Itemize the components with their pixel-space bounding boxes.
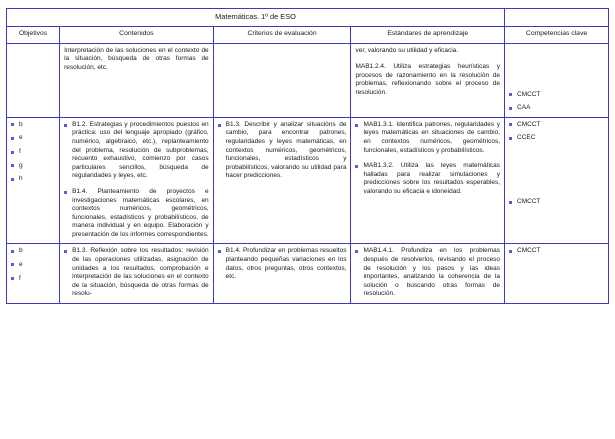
cell-competencias <box>505 117 609 244</box>
competencia-item: CCEC <box>509 134 604 143</box>
header-estandares: Estándares de aprendizaje <box>351 26 505 43</box>
contenido-item: B1.2. Estrategias y procedimientos puestos en práctica: uso del lenguaje apropiado (gráfico, numérico, algebraico, etc.), replanteamiento del problema, resolución de subproblemas, recuento exhaustivo, comienzo por casos particulares sencillos, búsqueda de regularidades y leyes, etc. <box>64 121 209 181</box>
contenido-item: B1.3. Reflexión sobre los resultados: revisión de las operaciones utilizadas, asignación de unidades a los resultados, comprobación e interpretación de las soluciones en el contexto de la situación, búsqueda de otras formas de resolu- <box>64 247 209 298</box>
document-title: Matemáticas. 1º de ESO <box>7 9 505 27</box>
estandares-list <box>355 121 500 197</box>
cell-criterios <box>213 244 351 303</box>
objetivo-item: f <box>11 275 55 284</box>
header-objetivos: Objetivos <box>7 26 60 43</box>
objetivo-item: g <box>11 162 55 171</box>
cell-competencias <box>505 43 609 117</box>
table-row <box>7 244 609 303</box>
objetivo-item: e <box>11 134 55 143</box>
cell-estandares <box>351 117 505 244</box>
criterio-item: B1.3. Describir y analizar situacións de cambio, para encontrar patrones, regularidades y leyes matemáticas, en contextos numéricos, geométricos, funcionales, estadísticos y probabilísticos, valorando su utilidad para hacer predicciones. <box>218 121 347 181</box>
objetivo-item: f <box>11 148 55 157</box>
competencia-item: CMCCT <box>509 91 604 100</box>
cell-estandares <box>351 43 505 117</box>
estandar-item: MAB1.3.1. Identifica patrones, regularidades y leyes matemáticas en situaciones de cambio, en contextos numéricos, geométricos, funcionales, estadísticos y probabilísticos. <box>355 121 500 155</box>
estandar-item: MAB1.3.2. Utiliza las leyes matemáticas halladas para realizar simulaciones y predicciones sobre los resultados esperables, valorando su eficacia e idoneidad. <box>355 162 500 196</box>
competencia-item: CMCCT <box>509 198 604 207</box>
contenido-item: B1.4. Planteamiento de proyectos e investigaciones matemáticas escolares, en contextos numéricos, geométricos, funcionales, estadísticos y probabilísticos, de manera individual y en equipo. Elaboración y presentación de los informes correspondientes. <box>64 188 209 239</box>
cell-competencias <box>505 244 609 303</box>
header-competencias: Competencias clave <box>505 26 609 43</box>
estandar-item: MAB1.4.1. Profundiza en los problemas después de resolverlos, revisando el proceso de resolución y los pasos y las ideas importantes, analizando la coherencia de la solución o buscando otras formas de resolución. <box>355 247 500 298</box>
contenidos-list <box>64 121 209 240</box>
cell-criterios <box>213 43 351 117</box>
contenidos-list <box>64 247 209 298</box>
cell-estandares <box>351 244 505 303</box>
objetivo-item: b <box>11 121 55 130</box>
criterio-item: B1.4. Profundizar en problemas resueltos planteando pequeñas variaciones en los datos, otros preguntas, otros contextos, etc. <box>218 247 347 281</box>
objetivo-item: e <box>11 261 55 270</box>
cell-contenidos <box>60 117 214 244</box>
competencia-item: CMCCT <box>509 121 604 130</box>
table-row <box>7 43 609 117</box>
header-contenidos: Contenidos <box>60 26 214 43</box>
competencia-item: CAA <box>509 104 604 113</box>
cell-objetivos <box>7 244 60 303</box>
cell-contenidos <box>60 244 214 303</box>
estandar-text: ver, valorando su utilidad y eficacia. <box>355 46 459 54</box>
cell-objetivos <box>7 117 60 244</box>
table-title-row <box>7 9 609 27</box>
cell-objetivos <box>7 43 60 117</box>
criterios-list <box>218 247 347 281</box>
table-header-row <box>7 26 609 43</box>
objetivo-item: b <box>11 247 55 256</box>
contenido-text: Interpretación de las soluciones en el contexto de la situación, búsqueda de otras formas de resolución, etc. <box>64 46 209 71</box>
header-criterios: Criterios de evaluación <box>213 26 351 43</box>
competencia-item: CMCCT <box>509 247 604 256</box>
cell-criterios <box>213 117 351 244</box>
curriculum-table <box>6 8 609 304</box>
title-row-empty-cell <box>505 9 609 27</box>
estandares-list <box>355 247 500 298</box>
cell-contenidos <box>60 43 214 117</box>
estandar-text: MAB1.2.4. Utiliza estrategias heurísticas y procesos de razonamiento en la resolución de problemas, reflexionando sobre el proceso de resolución. <box>355 63 501 97</box>
table-row <box>7 117 609 244</box>
criterios-list <box>218 121 347 181</box>
objetivo-item: h <box>11 175 55 184</box>
